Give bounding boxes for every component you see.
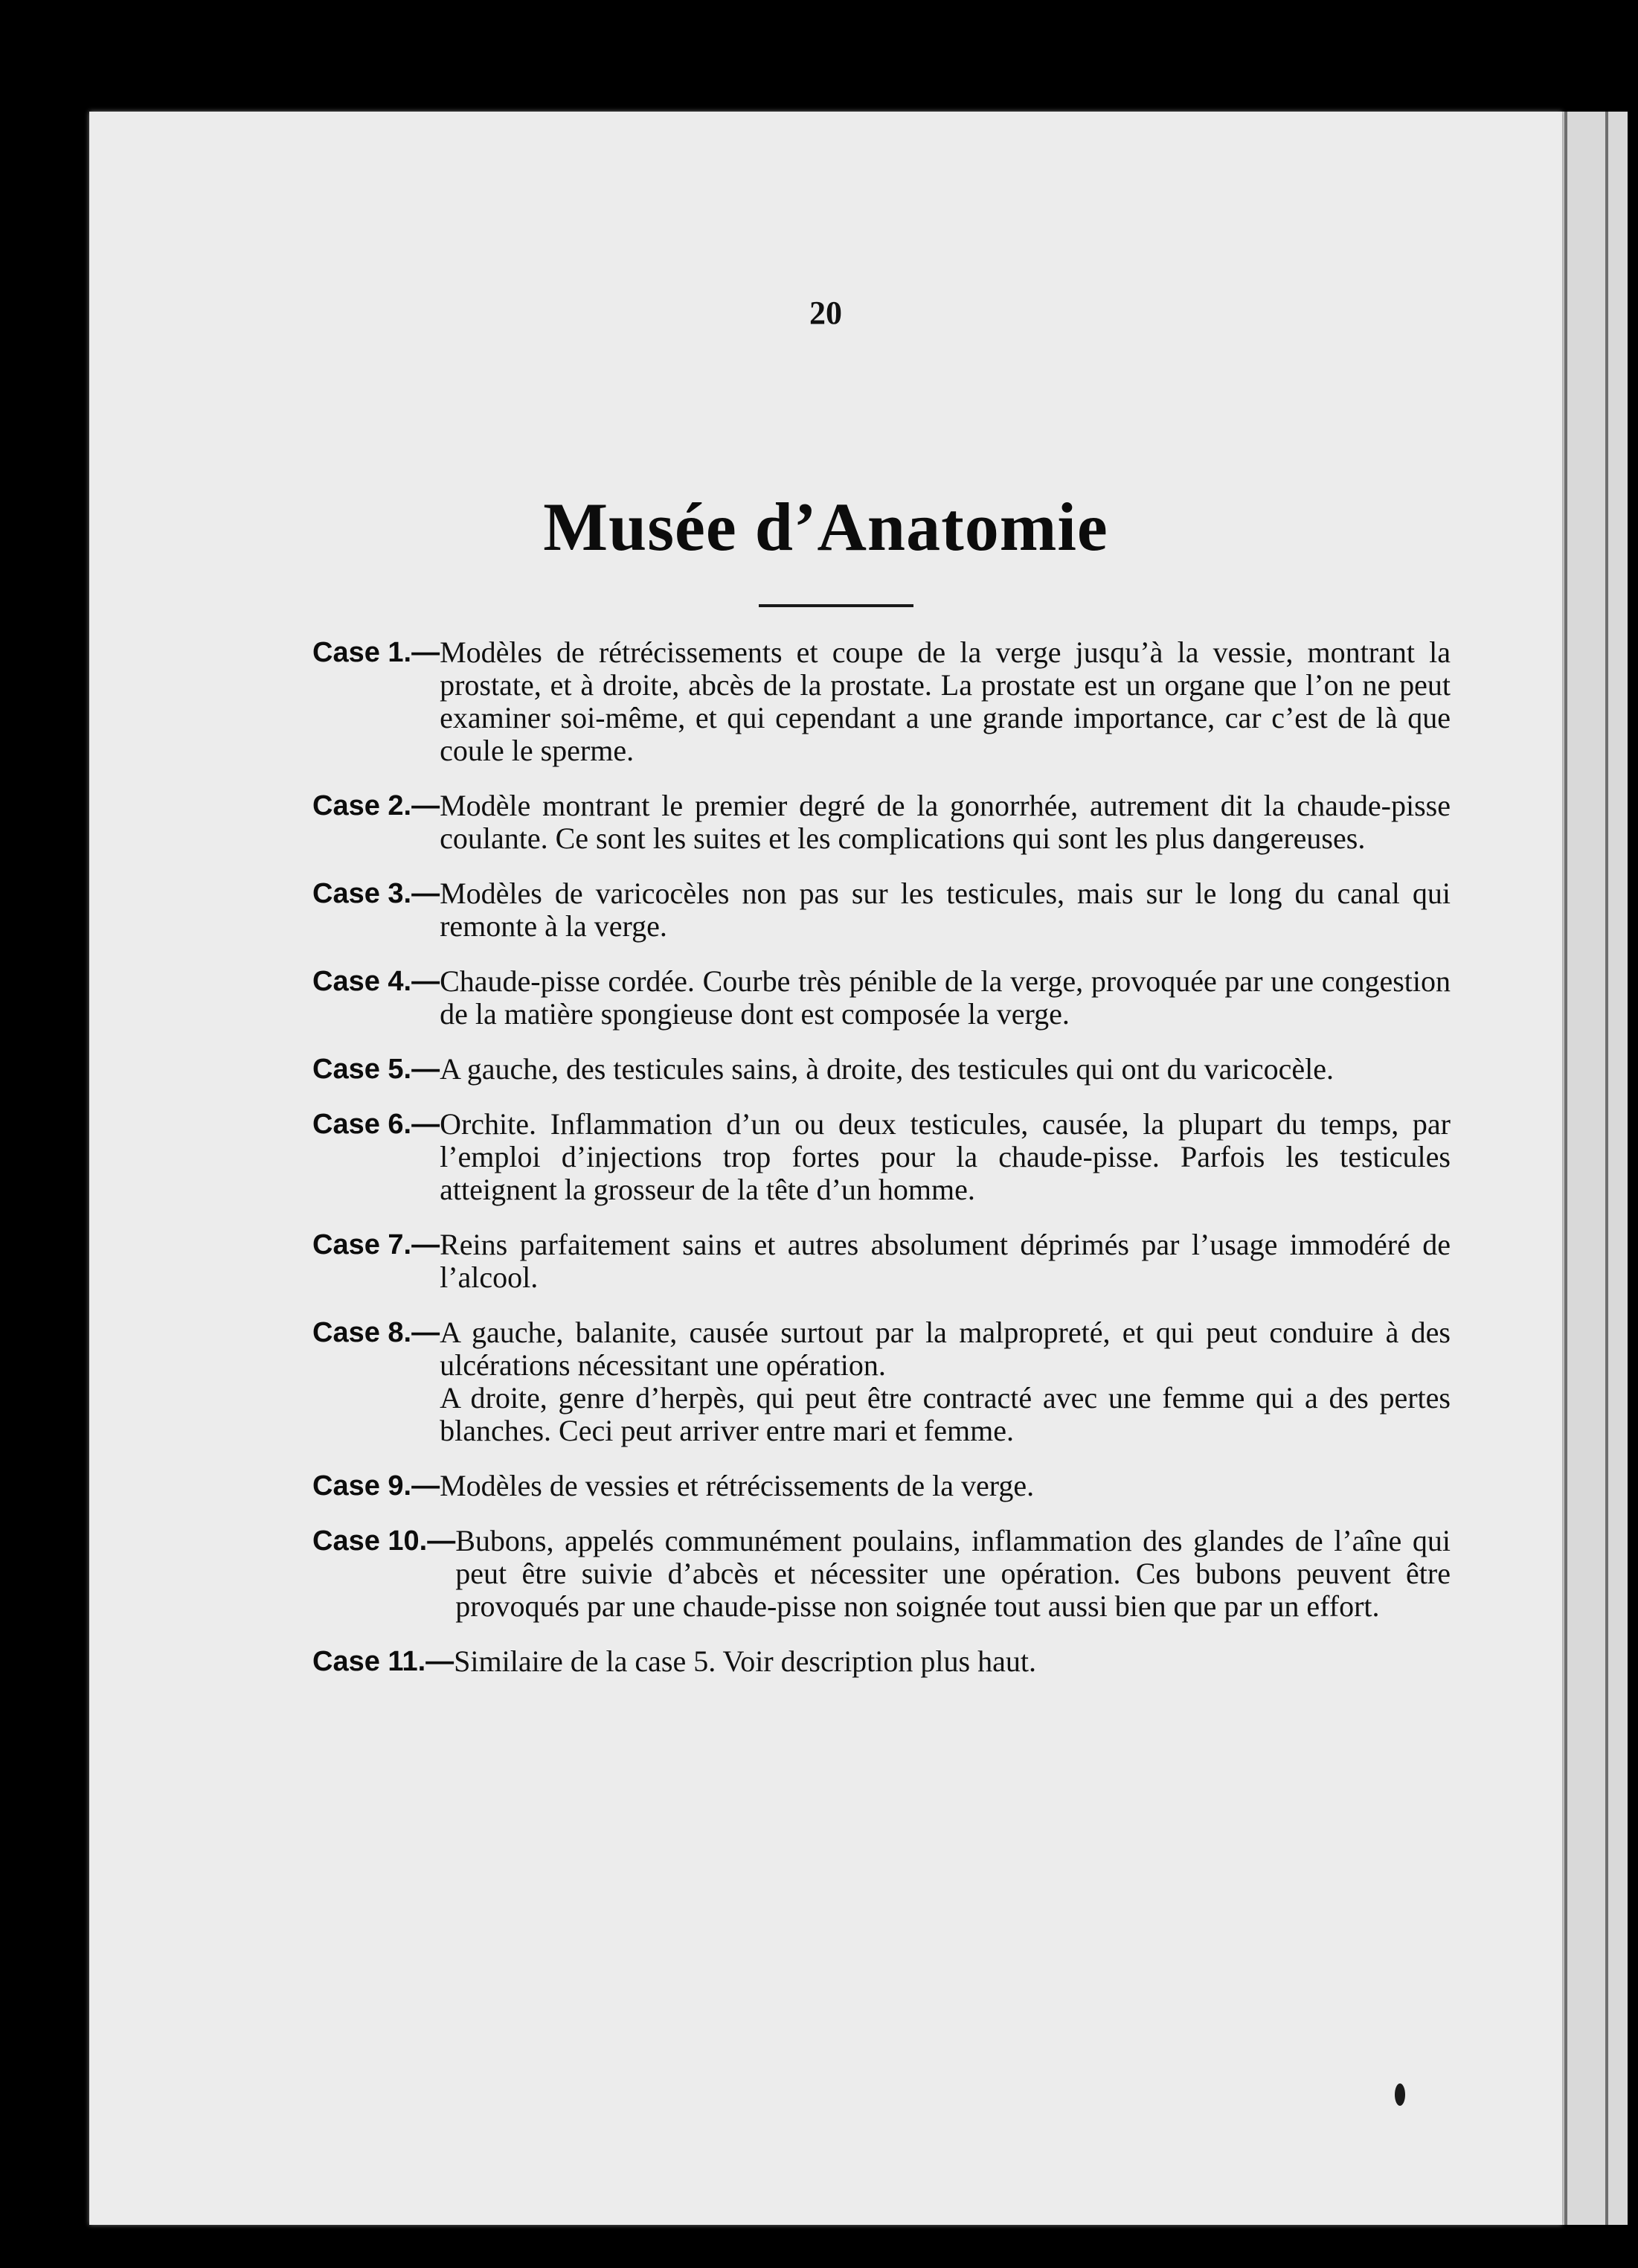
case-label: Case 2.— bbox=[312, 790, 440, 821]
case-paragraph: A gauche, des testicules sains, à droite, des testicules qui ont du varicocèle. bbox=[440, 1052, 1334, 1086]
case-label: Case 7.— bbox=[312, 1229, 440, 1260]
case-label: Case 4.— bbox=[312, 966, 440, 997]
case-label: Case 11.— bbox=[312, 1646, 455, 1677]
case-label: Case 8.— bbox=[312, 1317, 440, 1348]
case-paragraph: A gauche, balanite, causée surtout par la malpropreté, et qui peut conduire à des ulcérations nécessitant une opération. bbox=[440, 1316, 1451, 1382]
case-paragraph: Chaude-pisse cordée. Courbe très pénible de la verge, provoquée par une congestion de la matière spongieuse dont est composée la verge. bbox=[440, 964, 1451, 1031]
case-description bbox=[440, 1108, 1451, 1206]
case-paragraph: Modèles de varicocèles non pas sur les testicules, mais sur le long du canal qui remonte à la verge. bbox=[440, 877, 1451, 943]
case-entry bbox=[312, 877, 1451, 943]
page-edge-line bbox=[1564, 112, 1567, 2225]
case-list bbox=[312, 636, 1451, 1700]
case-description bbox=[455, 1525, 1451, 1623]
page-edge-line bbox=[1605, 112, 1608, 2225]
case-entry bbox=[312, 1053, 1451, 1086]
case-label: Case 1.— bbox=[312, 637, 440, 668]
case-entry bbox=[312, 1228, 1451, 1294]
case-paragraph: A droite, genre d’herpès, qui peut être contracté avec une femme qui a des pertes blanches. Ceci peut arriver entre mari et femme. bbox=[440, 1381, 1451, 1447]
case-paragraph: Reins parfaitement sains et autres absolument déprimés par l’usage immodéré de l’alcool. bbox=[440, 1228, 1451, 1294]
case-entry bbox=[312, 965, 1451, 1031]
case-label: Case 10.— bbox=[312, 1525, 456, 1557]
case-label: Case 6.— bbox=[312, 1109, 440, 1140]
case-entry bbox=[312, 636, 1451, 767]
case-description bbox=[440, 1053, 1451, 1086]
case-label: Case 9.— bbox=[312, 1470, 440, 1502]
case-paragraph: Bubons, appelés communément poulains, inflammation des glandes de l’aîne qui peut être suivie d’abcès et nécessiter une opération. Ces bubons peuvent être provoqués par une chaude-pisse non soignée tout aussi bien que par un effort. bbox=[455, 1524, 1451, 1623]
book-page bbox=[89, 112, 1562, 2225]
case-paragraph: Modèle montrant le premier degré de la gonorrhée, autrement dit la chaude-pisse coulante. Ce sont les suites et les complications qui sont les plus dangereuses. bbox=[440, 789, 1451, 855]
case-description bbox=[454, 1645, 1451, 1678]
case-description bbox=[440, 877, 1451, 943]
case-entry bbox=[312, 1108, 1451, 1206]
ink-spot bbox=[1395, 2083, 1405, 2106]
case-entry bbox=[312, 1525, 1451, 1623]
case-paragraph: Modèles de rétrécissements et coupe de la verge jusqu’à la vessie, montrant la prostate, et à droite, abcès de la prostate. La prostate est un organe que l’on ne peut examiner soi-même, et qui cependant a une grande importance, car c’est de là que coule le sperme. bbox=[440, 635, 1451, 767]
case-label: Case 5.— bbox=[312, 1054, 440, 1085]
case-entry bbox=[312, 1470, 1451, 1502]
case-paragraph: Modèles de vessies et rétrécissements de la verge. bbox=[440, 1469, 1035, 1502]
case-paragraph: Similaire de la case 5. Voir description plus haut. bbox=[454, 1644, 1036, 1678]
page-number: 20 bbox=[809, 295, 842, 331]
title-divider bbox=[759, 604, 913, 607]
case-entry bbox=[312, 789, 1451, 855]
case-entry bbox=[312, 1316, 1451, 1447]
case-description bbox=[440, 636, 1451, 767]
case-description bbox=[440, 1316, 1451, 1447]
case-description bbox=[440, 1470, 1451, 1502]
case-label: Case 3.— bbox=[312, 878, 440, 909]
case-description bbox=[440, 1228, 1451, 1294]
page-title: Musée d’Anatomie bbox=[543, 489, 1108, 565]
case-description bbox=[440, 789, 1451, 855]
case-entry bbox=[312, 1645, 1451, 1678]
case-description bbox=[440, 965, 1451, 1031]
case-paragraph: Orchite. Inflammation d’un ou deux testicules, causée, la plupart du temps, par l’emploi d’injections trop fortes pour la chaude-pisse. Parfois les testicules atteignent la grosseur de la tête d’un homme. bbox=[440, 1107, 1451, 1206]
